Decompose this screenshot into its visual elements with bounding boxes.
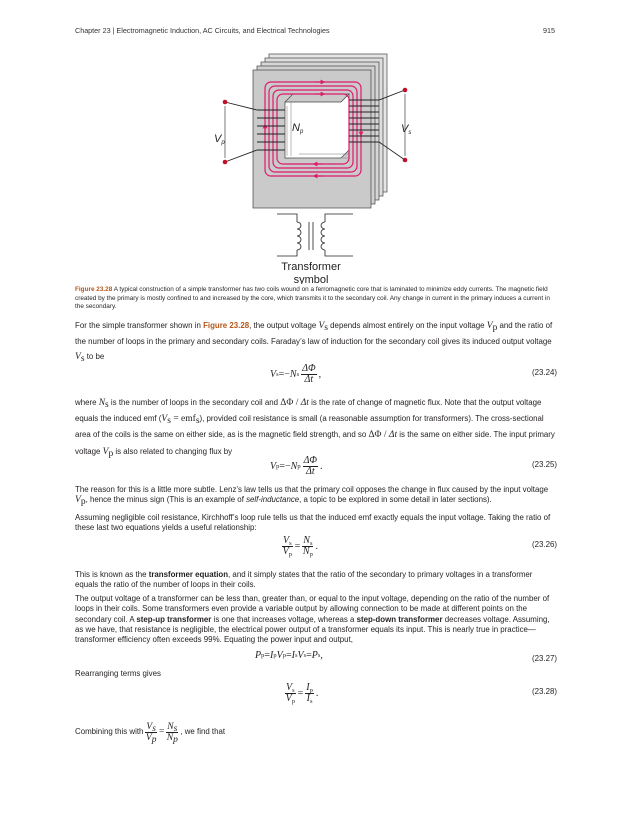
equation-23-28: $\frac{V_s}{V_p}$ = $\frac{I_p}{I_s}$ . (23.28) <box>285 682 557 705</box>
caption-text: A typical construction of a simple transformer has two coils wound on a ferromagnetic core that is laminated to minimize eddy currents. The magnetic field created by the primary is mostly confined to and increased by the core, which transmits it to the secondary coil. Any change in current in the primary induces a current in the secondary. <box>75 286 550 311</box>
symbol-label-2: symbol <box>293 274 329 284</box>
equation-23-26: $\frac{V_s}{V_p}$ = $\frac{N_s}{N_p}$ . (23.26) <box>282 535 557 558</box>
paragraph-1: For the simple transformer shown in Figure 23.28, the output voltage $V_s$ depends almost entirely on the input voltage $V_p$ and the ratio of the number of loops in the primary and secondary coils. Faraday’s law of induction for the secondary coil gives its induced output voltage $V_s$ to be <box>75 321 553 365</box>
figure-caption <box>75 286 557 312</box>
paragraph-3: The reason for this is a little more subtle. Lenz’s law tells us that the primary coil opposes the change in flux caused by the input voltage $V_p$, hence the minus sign (This is an example of self-inductance, a topic to be explored in some detail in later sections). <box>75 485 549 508</box>
paragraph-2: where $N_s$ is the number of loops in the secondary coil and ΔΦ / Δt is the rate of change of magnetic flux. Note that the output voltage equals the induced emf $(V_s = emf_s)$, provided coil resistance is small (a reasonable assumption for transformers). The cross-sectional area of the coils is the same on either side, as is the magnetic field strength, and so ΔΦ / Δt is the same on either side. The input primary voltage $V_p$ is also related to changing flux by <box>75 398 555 459</box>
equation-23-24: V s = − N s $\frac{\Delta\Phi}{\Delta t}$ , (23.24) <box>270 363 557 385</box>
symbol-label-1: Transformer <box>281 261 341 273</box>
paragraph-5: This is known as the transformer equation, and it simply states that the ratio of the secondary to primary voltages in a transformer equals the ratio of the number of loops in their coils. <box>75 570 533 590</box>
vs-label: Vs <box>401 123 412 136</box>
paragraph-8: Combining this with $\frac{V_s}{V_p}$ = $\frac{N_s}{N_p}$ , we find that <box>75 722 226 745</box>
equation-23-27: P p = I p V p = I s V s = P s , (23.27) <box>255 650 557 663</box>
figure-ref-link[interactable]: Figure 23.28 <box>203 321 250 330</box>
page-number: 915 <box>543 26 555 35</box>
vp-label: Vp <box>214 133 225 146</box>
paragraph-4: Assuming negligible coil resistance, Kirchhoff’s loop rule tells us that the induced emf exactly equals the input voltage. Taking the ratio of these last two equations yields a useful relationship: <box>75 513 551 533</box>
paragraph-6: The output voltage of a transformer can be less than, greater than, or equal to the input voltage, depending on the ratio of the number of loops in their coils. Some transformers even provide a variable output by allowing connection to be made at different points on the secondary coil. A step-up transformer is one that increases voltage, whereas a step-down transformer decreases voltage. Assuming, as we have, that resistance is negligible, the electrical power output of a transformer equals its input. This is nearly true in practice—transformer efficiency often exceeds 99%. Equating the power input and output, <box>75 594 550 645</box>
equation-23-25: V p = − N p $\frac{\Delta\Phi}{\Delta t}$ . (23.25) <box>270 455 557 477</box>
transformer-figure <box>205 52 425 284</box>
paragraph-7: Rearranging terms gives <box>75 669 161 678</box>
np-label: Np <box>292 122 304 135</box>
chapter-header: Chapter 23 | Electromagnetic Induction, AC Circuits, and Electrical Technologies <box>75 26 330 35</box>
transformer-symbol <box>277 214 353 256</box>
caption-label: Figure 23.28 <box>75 286 113 293</box>
